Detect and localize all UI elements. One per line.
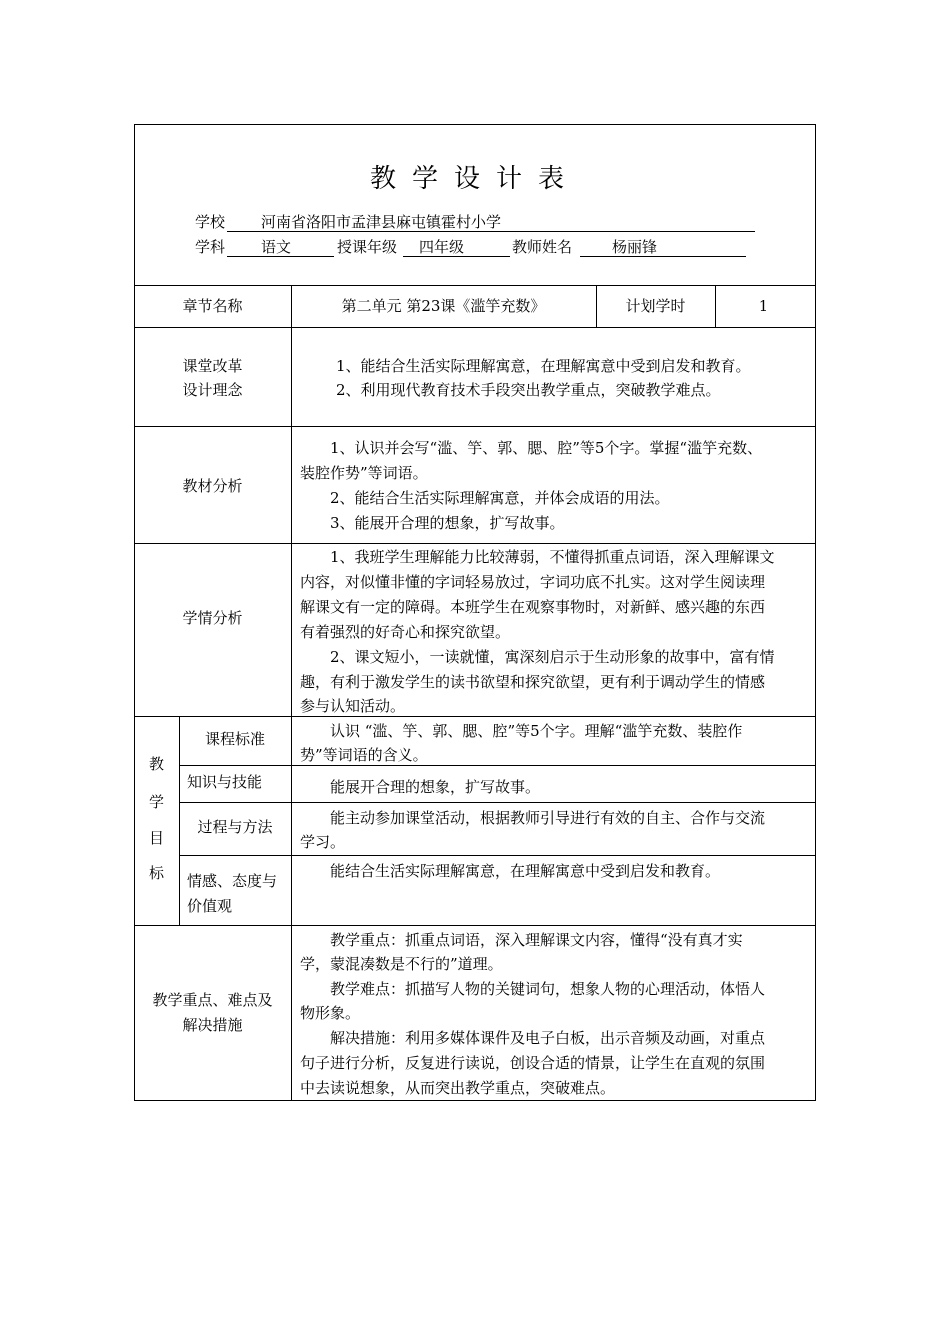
concept-label-line2: 设计理念 [182,381,243,399]
hours-value: 1 [758,297,769,315]
row-divider [179,855,816,856]
keypoints-label-line2: 解决措施 [182,1016,243,1034]
keypoints-line: 解决措施：利用多媒体课件及电子白板，出示音频及动画，对重点 [330,1029,766,1047]
concept-line2: 2、利用现代教育技术手段突出教学重点，突破教学难点。 [336,381,721,399]
emotion-text: 能结合生活实际理解寓意，在理解寓意中受到启发和教育。 [330,862,721,880]
students-line: 内容，对似懂非懂的字词轻易放过，字词功底不扎实。这对学生阅读理 [300,573,766,591]
students-line: 趣，有利于激发学生的读书欲望和探究欲望，更有利于调动学生的情感 [300,673,766,691]
row-divider [134,925,816,926]
textbook-line: 装腔作势”等词语。 [300,464,428,482]
keypoints-line: 句子进行分析，反复进行读说，创设合适的情景，让学生在直观的氛围 [300,1054,766,1072]
subject-field [227,238,334,257]
grade-label: 授课年级 [337,238,398,256]
subject-value: 语文 [261,238,292,256]
row-divider [134,285,816,286]
page-title: 教学设计表 [369,164,580,194]
col-divider [291,285,292,1101]
teacher-label: 教师姓名 [512,238,573,256]
standard-line: 认识 “滥、竽、郭、腮、腔”等5个字。理解“滥竽充数、装腔作 [330,722,743,740]
students-line: 2、课文短小，一读就懂，寓深刻启示于生动形象的故事中，富有情 [330,648,775,666]
grade-field [403,238,510,257]
grade-value: 四年级 [419,238,465,256]
teacher-value: 杨丽锋 [612,238,658,256]
concept-label-line1: 课堂改革 [182,357,243,375]
students-label: 学情分析 [182,609,243,627]
textbook-line: 3、能展开合理的想象，扩写故事。 [330,514,565,532]
subject-label: 学科 [195,238,226,256]
goals-group-char: 教 [148,755,164,773]
concept-line1: 1、能结合生活实际理解寓意，在理解寓意中受到启发和教育。 [336,357,751,375]
school-field [227,213,755,232]
school-value: 河南省洛阳市孟津县麻屯镇霍村小学 [261,213,502,231]
textbook-line: 1、认识并会写“滥、竽、郭、腮、腔”等5个字。掌握“滥竽充数、 [330,439,763,457]
emotion-label-line2: 价值观 [187,897,233,915]
row-divider [134,716,816,717]
teacher-field [580,238,746,257]
school-label: 学校 [195,213,226,231]
row-divider [179,765,816,766]
students-line: 解课文有一定的障碍。本班学生在观察事物时，对新鲜、感兴趣的东西 [300,598,766,616]
hours-label: 计划学时 [625,297,686,315]
standard-line: 势”等词语的含义。 [300,746,428,764]
knowledge-text: 能展开合理的想象，扩写故事。 [330,778,541,796]
students-line: 1、我班学生理解能力比较薄弱，不懂得抓重点词语，深入理解课文 [330,548,775,566]
knowledge-label: 知识与技能 [187,773,263,791]
keypoints-line: 教学重点：抓重点词语，深入理解课文内容，懂得“没有真才实 [330,931,743,949]
keypoints-line: 中去读说想象，从而突出教学重点，突破难点。 [300,1079,616,1097]
keypoints-label-line1: 教学重点、难点及 [152,991,273,1009]
goals-group-char: 学 [148,793,164,811]
goals-group-char: 标 [148,864,164,882]
students-line: 有着强烈的好奇心和探究欲望。 [300,623,511,641]
students-line: 参与认知活动。 [300,697,406,715]
process-line: 学习。 [300,833,346,851]
emotion-label-line1: 情感、态度与 [187,872,278,890]
row-divider [179,802,816,803]
textbook-line: 2、能结合生活实际理解寓意，并体会成语的用法。 [330,489,670,507]
goals-group-char: 目 [148,829,164,847]
row-divider [134,327,816,328]
chapter-value: 第二单元 第23课《滥竽充数》 [341,297,546,315]
keypoints-line: 教学难点：抓描写人物的关键词句，想象人物的心理活动，体悟人 [330,980,766,998]
standard-label: 课程标准 [204,730,265,748]
textbook-label: 教材分析 [182,477,243,495]
row-divider [134,426,816,427]
process-label: 过程与方法 [197,818,273,836]
keypoints-line: 物形象。 [300,1004,361,1022]
keypoints-line: 学，蒙混凑数是不行的”道理。 [300,955,503,973]
process-line: 能主动参加课堂活动，根据教师引导进行有效的自主、合作与交流 [330,809,766,827]
row-divider [134,543,816,544]
chapter-label: 章节名称 [182,297,243,315]
